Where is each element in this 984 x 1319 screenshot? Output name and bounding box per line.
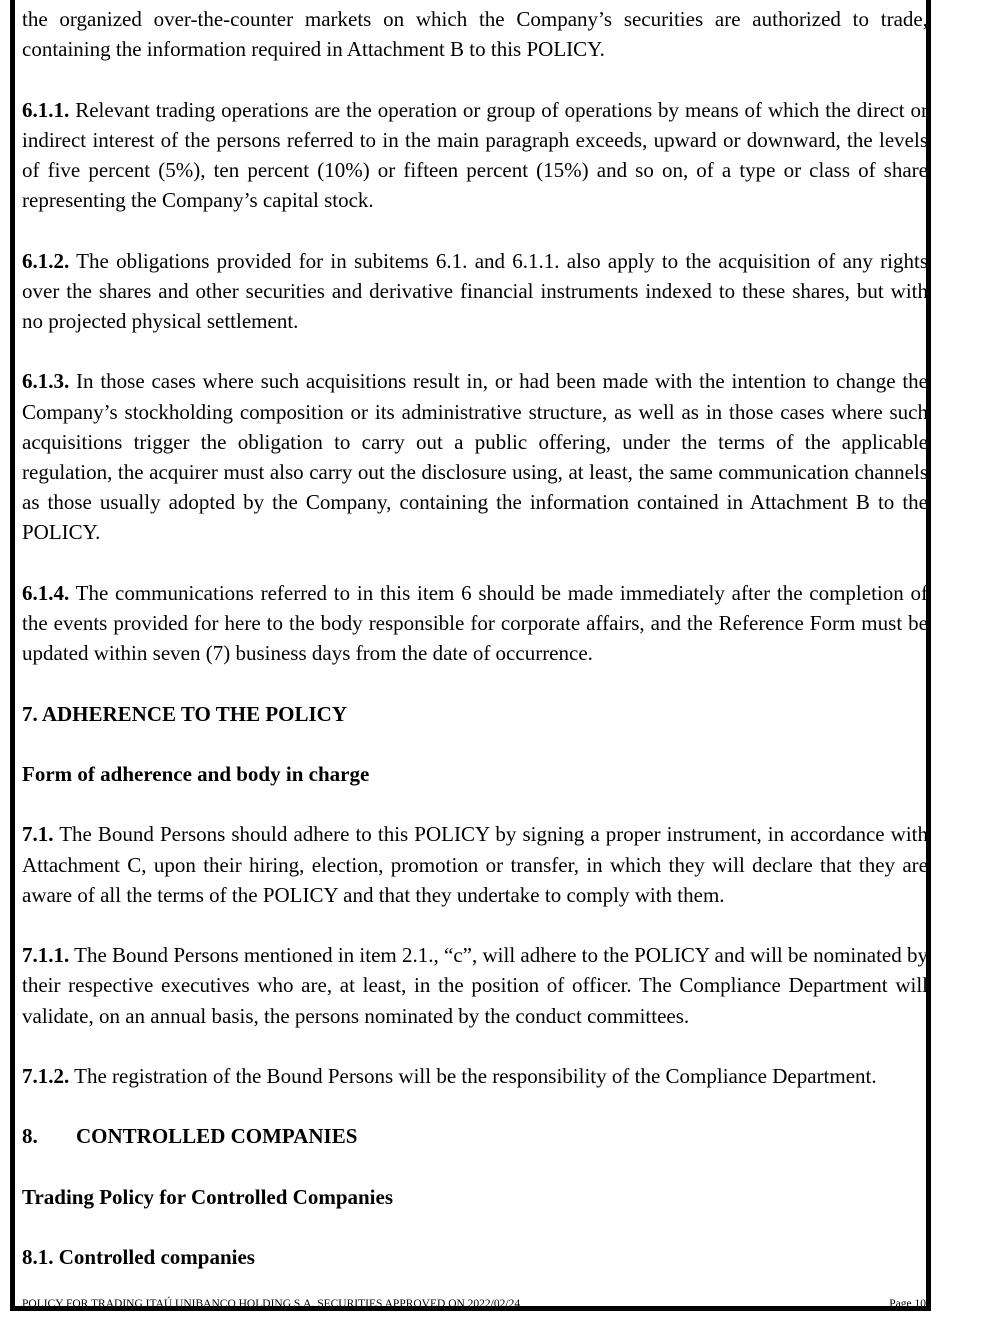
item-number: 7.1. <box>22 822 54 847</box>
section-8-1-heading: 8.1. Controlled companies <box>22 1245 255 1270</box>
section-8-subheading: Trading Policy for Controlled Companies <box>22 1184 394 1209</box>
section-number: 8. <box>22 1124 38 1149</box>
paragraph-text: Relevant trading operations are the operation or group of operations by means of which the direct or indirect interest of the persons referred to in the main paragraph exceeds, upward or downward, the levels of five percent (5%), ten percent (10%) or fifteen percent (15%) and so on, of a type or class of share representing the Company’s capital stock. <box>22 97 929 213</box>
paragraph-6-1-3 <box>22 366 928 547</box>
item-number: 6.1.4. <box>22 580 70 605</box>
paragraph-6-1-1 <box>22 95 928 216</box>
item-number: 6.1.2. <box>22 248 70 273</box>
paragraph-text: The registration of the Bound Persons will be the responsibility of the Compliance Department. <box>74 1063 877 1088</box>
page-number: Page 10 <box>889 1298 926 1310</box>
intro-paragraph: the organized over-the-counter markets on which the Company’s securities are authorized to trade, containing the information required in Attachment B to this POLICY. <box>22 7 928 62</box>
section-8-heading <box>22 1121 928 1151</box>
document-body <box>22 4 928 1303</box>
paragraph-6-1-4 <box>22 578 928 669</box>
paragraph-text: The obligations provided for in subitems 6.1. and 6.1.1. also apply to the acquisition of any rights over the shares and other securities and derivative financial instruments indexed to these shares, but with no projected physical settlement. <box>22 248 928 333</box>
paragraph-6-1-2 <box>22 246 928 337</box>
item-number: 6.1.3. <box>22 369 70 394</box>
item-number: 7.1.2. <box>22 1063 70 1088</box>
paragraph-text: The Bound Persons should adhere to this POLICY by signing a proper instrument, in accordance with Attachment C, upon their hiring, election, promotion or transfer, in which they will declare that they are aware of all the terms of the POLICY and that they undertake to comply with them. <box>22 822 928 907</box>
paragraph-7-1-2 <box>22 1061 928 1091</box>
footer-title: POLICY FOR TRADING ITAÚ UNIBANCO HOLDING S.A. SECURITIES APPROVED ON 2022/02/24 <box>22 1298 521 1310</box>
paragraph-text: The communications referred to in this item 6 should be made immediately after the completion of the events provided for here to the body responsible for corporate affairs, and the Reference Form must be updated within seven (7) business days from the date of occurrence. <box>22 580 928 666</box>
section-7-subheading: Form of adherence and body in charge <box>22 761 370 786</box>
paragraph-7-1-1 <box>22 940 928 1031</box>
item-number: 7.1.1. <box>22 943 70 968</box>
item-number: 6.1.1. <box>22 97 70 122</box>
section-7-heading: 7. ADHERENCE TO THE POLICY <box>22 701 347 726</box>
page-footer <box>22 1297 926 1311</box>
paragraph-7-1 <box>22 819 928 910</box>
paragraph-text: In those cases where such acquisitions result in, or had been made with the intention to change the Company’s stockholding composition or its administrative structure, as well as in those cases where such acquisitions trigger the obligation to carry out a public offering, under the terms of the applicable regulation, the acquirer must also carry out the disclosure using, at least, the same communication channels as those usually adopted by the Company, containing the information contained in Attachment B to the POLICY. <box>22 369 928 545</box>
paragraph-text: The Bound Persons mentioned in item 2.1., “c”, will adhere to the POLICY and will be nominated by their respective executives who are, at least, in the position of officer. The Compliance Department will validate, on an annual basis, the persons nominated by the conduct committees. <box>22 943 928 1028</box>
section-title: CONTROLLED COMPANIES <box>76 1124 358 1149</box>
